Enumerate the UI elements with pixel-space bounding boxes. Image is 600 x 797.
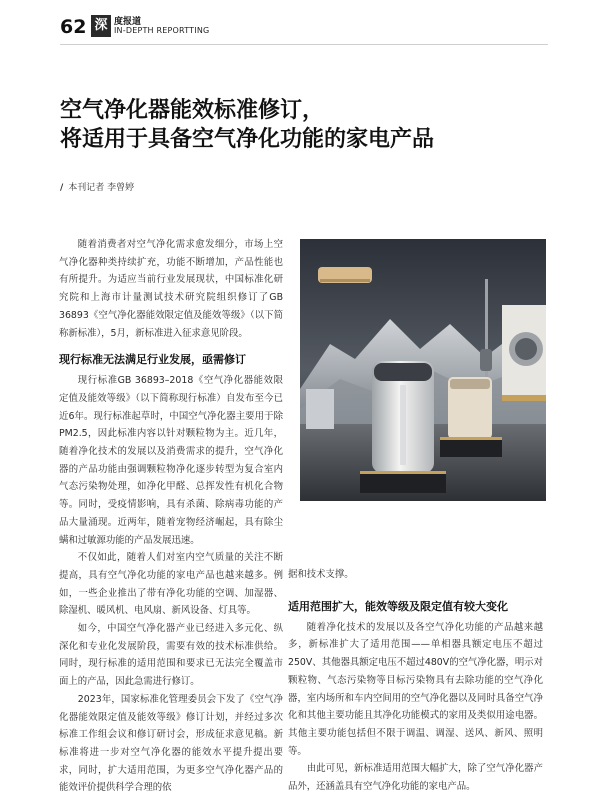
paragraph: 不仅如此，随着人们对室内空气质量的关注不断提高，具有空气净化功能的家电产品也越来越多。例如，一些企业推出了带有净化功能的空调、加湿器、除湿机、暖风机、电风扇、新风设备、灯具等。 [59,552,283,617]
paragraph: 由此可见，新标准适用范围大幅扩大，除了空气净化器产品外，还涵盖具有空气净化功能的家电产品。 [288,763,543,793]
byline [60,180,134,193]
right-column [288,566,543,796]
byline-text: 本刊记者 李曾婷 [68,183,135,193]
section-name-en: IN-DEPTH REPORTTING [114,26,210,35]
header-divider [60,44,548,45]
section-name-cn: 度报道 [114,17,142,27]
section-heading-1: 现行标准无法满足行业发展，亟需修订 [59,353,246,367]
intro-paragraph: 随着消费者对空气净化需求愈发细分，市场上空气净化器种类持续扩充，功能不断增加，产品性能也有所提升。为适应当前行业发展现状，中国标准化研究院和上海市计量测试技术研究院组织修订了GB 36893《空气净化器能效限定值及能效等级》（以下简称新标准），5月，新标准进入征求意见阶段。 [59,239,283,339]
paragraph: 2023年，国家标准化管理委员会下发了《空气净化器能效限定值及能效等级》修订计划，并经过多次标准工作组会议和修订研讨会，形成征求意见稿。新标准将进一步对空气净化器的能效水平提升提出要求，同时，扩大适用范围，为更多空气净化器产品的能效评价提供科学合理的依 [59,693,283,794]
section-logo: 深 [91,15,111,37]
page-number: 62 [60,16,87,38]
air-purifier-illustration [300,239,546,501]
left-column [59,236,283,797]
article-title [60,96,540,154]
paragraph: 如今，中国空气净化器产业已经进入多元化、纵深化和专业化发展阶段，需要有效的技术标准供给。同时，现行标准的适用范围和要求已无法完全覆盖市面上的产品，因此急需进行修订。 [59,623,283,688]
paragraph: 随着净化技术的发展以及各空气净化功能的产品越来越多，新标准扩大了适用范围——单相器具额定电压不超过250V、其他器具额定电压不超过480V的空气净化器，明示对颗粒物、气态污染物等目标污染物具有去除功能的空气净化器，室内场所和车内空间用的空气净化器以及同时具备空气净化和其他主要功能且其净化功能模式的家用及类似用途电器。其他主要功能包括但不限于调温、调湿、送风、新风、照明等。 [288,621,543,757]
paragraph: 现行标准GB 36893–2018《空气净化器能效限定值及能效等级》（以下简称现行标准）自发布至今已近6年。现行标准起草时，中国空气净化器主要用于除PM2.5，因此标准内容以针对颗粒物为主。近几年，随着净化技术的发展以及消费需求的提升，空气净化器的产品功能由强调颗粒物净化逐步转型为复合室内气态污染物处理，如净化甲醛、总挥发性有机化合物等。同时，受疫情影响，具有杀菌、除病毒功能的产品大量涌现。近两年，随着宠物经济崛起，具有除尘螨和过敏源功能的产品发展迅速。 [59,375,283,546]
continuation-text: 据和技术支撑。 [288,569,354,580]
section-heading-2: 适用范围扩大，能效等级及限定值有较大变化 [288,599,508,613]
title-line-1: 空气净化器能效标准修订， [60,98,325,123]
title-line-2: 将适用于具备空气净化功能的家电产品 [60,127,435,152]
byline-slash-icon: / [60,183,64,193]
product-photo [300,239,546,501]
